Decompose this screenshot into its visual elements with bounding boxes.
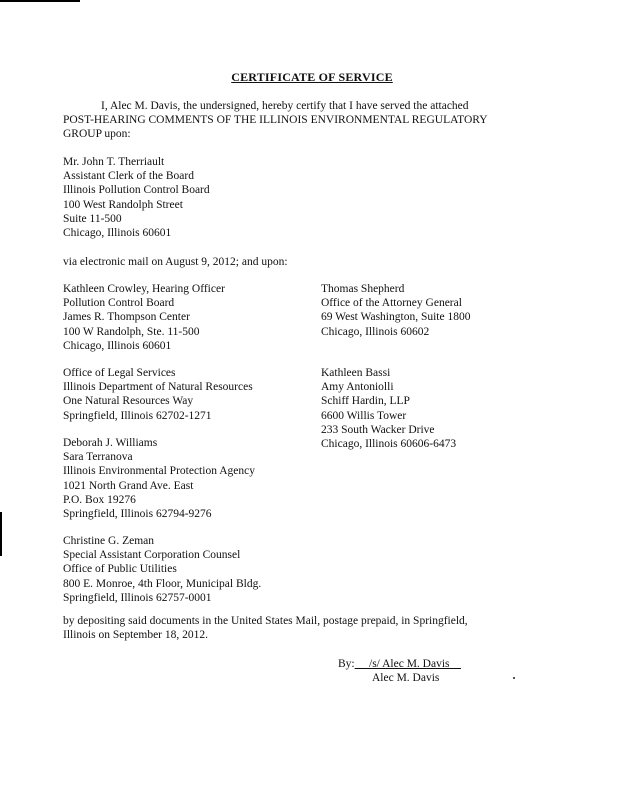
address-line: Springfield, Illinois 62757-0001 (63, 591, 212, 604)
address-line: Suite 11-500 (63, 212, 122, 225)
address-line: Pollution Control Board (63, 297, 175, 310)
signature-printed-name: Alec M. Davis (372, 672, 440, 685)
scan-artifact-dot (513, 677, 515, 679)
intro-line: GROUP upon: (63, 128, 131, 141)
address-line: Chicago, Illinois 60601 (63, 227, 172, 240)
recipient-block-zeman (63, 534, 261, 605)
address-line: Illinois Pollution Control Board (63, 184, 210, 197)
recipient-block-crowley (63, 282, 225, 353)
address-line: Illinois Environmental Protection Agency (63, 465, 255, 478)
address-line: Springfield, Illinois 62702-1271 (63, 409, 212, 422)
address-line: 1021 North Grand Ave. East (63, 479, 194, 492)
recipient-block-williams (63, 436, 255, 521)
address-line: James R. Thompson Center (63, 311, 190, 324)
address-line: Thomas Shepherd (321, 283, 405, 295)
address-line: 100 West Randolph Street (63, 198, 183, 211)
address-line: Schiff Hardin, LLP (321, 395, 410, 408)
address-line: 800 E. Monroe, 4th Floor, Municipal Bldg. (63, 577, 262, 590)
address-line: One Natural Resources Way (63, 395, 194, 408)
address-line: Kathleen Crowley, Hearing Officer (63, 283, 225, 295)
address-line: 100 W Randolph, Ste. 11-500 (63, 325, 200, 338)
signature-electronic (355, 658, 461, 670)
recipient-block-bassi (321, 366, 456, 451)
document-title: CERTIFICATE OF SERVICE (231, 70, 393, 84)
closing-line: Illinois on September 18, 2012. (63, 629, 209, 642)
address-line: Office of Legal Services (63, 367, 176, 379)
address-line: Kathleen Bassi (321, 367, 391, 379)
signature-electronic-text: /s/ Alec M. Davis (369, 658, 450, 670)
address-line: Office of the Attorney General (321, 297, 462, 310)
closing-line: by depositing said documents in the United States Mail, postage prepaid, in Springfield, (63, 615, 468, 627)
address-line: 233 South Wacker Drive (321, 423, 435, 436)
address-line: Office of Public Utilities (63, 563, 177, 576)
signature-by-label: By: (338, 658, 355, 670)
address-line: 6600 Willis Tower (321, 409, 407, 422)
address-line: Chicago, Illinois 60606-6473 (321, 438, 457, 451)
address-line: 69 West Washington, Suite 1800 (321, 311, 471, 324)
recipient-block-legal-services (63, 366, 253, 423)
signature-block (338, 657, 461, 685)
address-line: Special Assistant Corporation Counsel (63, 549, 241, 562)
via-electronic-line: via electronic mail on August 9, 2012; and upon: (63, 256, 288, 268)
address-line: Illinois Department of Natural Resources (63, 381, 253, 394)
primary-recipient-address (63, 155, 210, 240)
intro-line: POST-HEARING COMMENTS OF THE ILLINOIS ENVIRONMENTAL REGULATORY (63, 114, 488, 127)
address-line: Christine G. Zeman (63, 535, 155, 547)
address-line: Springfield, Illinois 62794-9276 (63, 508, 212, 521)
recipient-block-shepherd (321, 282, 470, 339)
address-line: Amy Antoniolli (321, 381, 394, 394)
intro-paragraph (63, 99, 488, 142)
address-line: Assistant Clerk of the Board (63, 170, 194, 183)
address-line: P.O. Box 19276 (63, 493, 136, 506)
address-line: Sara Terranova (63, 451, 133, 464)
scan-artifact-line (0, 0, 80, 2)
address-line: Mr. John T. Therriault (63, 156, 165, 168)
closing-paragraph (63, 614, 468, 642)
address-line: Chicago, Illinois 60601 (63, 339, 172, 352)
address-line: Deborah J. Williams (63, 437, 158, 449)
scan-artifact-mark (0, 512, 2, 556)
signature-line (338, 657, 461, 671)
intro-line: I, Alec M. Davis, the undersigned, hereby certify that I have served the attached (101, 100, 469, 112)
address-line: Chicago, Illinois 60602 (321, 325, 430, 338)
